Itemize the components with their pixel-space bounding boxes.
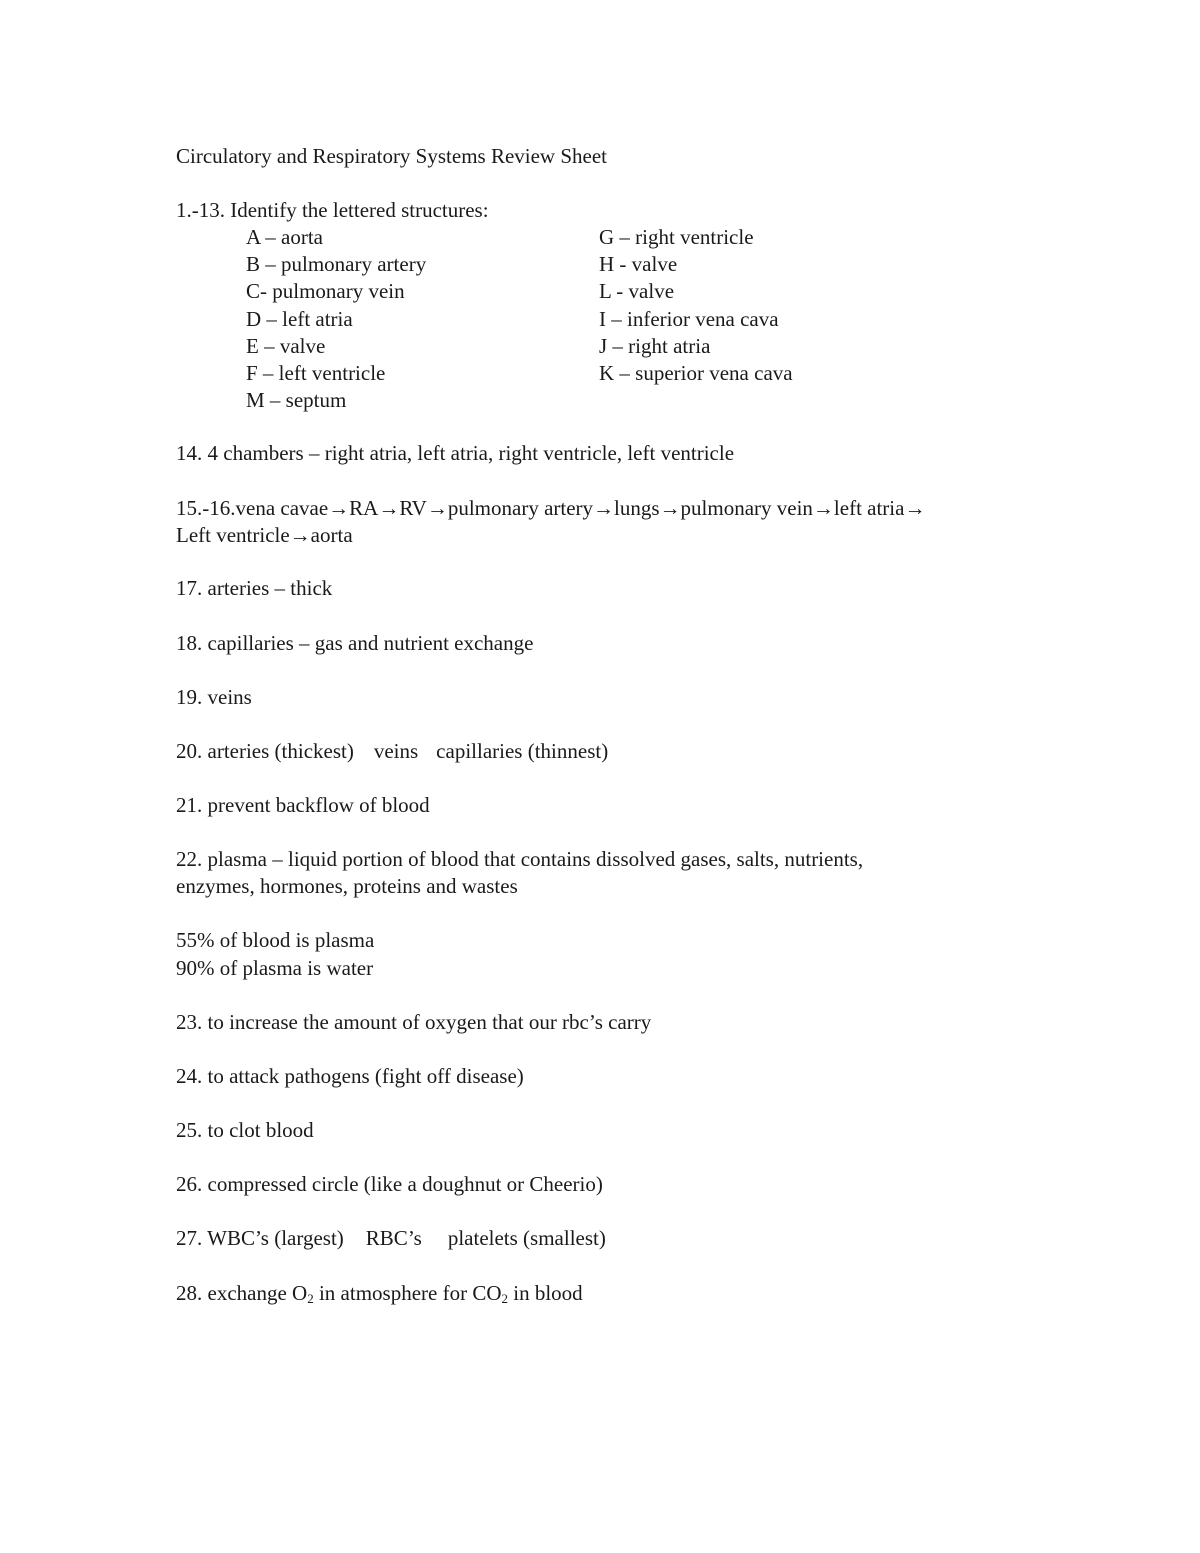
answer-17: 17. arteries – thick bbox=[176, 576, 333, 600]
structure-item: E – valve bbox=[246, 334, 326, 358]
answer-24: 24. to attack pathogens (fight off disease) bbox=[176, 1064, 524, 1088]
answer-26: 26. compressed circle (like a doughnut or Cheerio) bbox=[176, 1172, 603, 1196]
structure-item: F – left ventricle bbox=[246, 361, 386, 385]
answer-15-16-line-2: Left ventricle→aorta bbox=[176, 523, 353, 547]
answer-20-part-c: capillaries (thinnest) bbox=[436, 739, 609, 763]
structure-item: B – pulmonary artery bbox=[246, 252, 427, 276]
answer-27-part-a: 27. WBC’s (largest) bbox=[176, 1226, 344, 1250]
answer-18: 18. capillaries – gas and nutrient exchange bbox=[176, 631, 534, 655]
answer-15-16-line-1: 15.-16.vena cavae→RA→RV→pulmonary artery→lungs→pulmonary vein→left atria→ bbox=[176, 496, 926, 520]
structure-item: I – inferior vena cava bbox=[599, 307, 779, 331]
answer-28-pre: 28. exchange O bbox=[176, 1281, 308, 1305]
structure-item: A – aorta bbox=[246, 225, 323, 249]
answer-28-subscript-2: 2 bbox=[501, 1291, 508, 1306]
structure-item: J – right atria bbox=[599, 334, 711, 358]
structure-item: K – superior vena cava bbox=[599, 361, 793, 385]
answer-23: 23. to increase the amount of oxygen that our rbc’s carry bbox=[176, 1010, 652, 1034]
answer-27-part-c: platelets (smallest) bbox=[447, 1226, 606, 1250]
answer-27-part-b: RBC’s bbox=[365, 1226, 422, 1250]
page-title: Circulatory and Respiratory Systems Review Sheet bbox=[176, 144, 608, 168]
answer-27 bbox=[176, 1225, 606, 1252]
structure-item: C- pulmonary vein bbox=[246, 279, 405, 303]
answer-28-post: in blood bbox=[508, 1281, 583, 1305]
answer-25: 25. to clot blood bbox=[176, 1118, 314, 1142]
question-1-13-prompt: 1.-13. Identify the lettered structures: bbox=[176, 198, 489, 222]
answer-20 bbox=[176, 738, 608, 765]
answer-28-mid: in atmosphere for CO bbox=[313, 1281, 502, 1305]
answer-21: 21. prevent backflow of blood bbox=[176, 793, 430, 817]
answer-22-line-1: 22. plasma – liquid portion of blood that contains dissolved gases, salts, nutrients, bbox=[176, 847, 864, 871]
answer-20-part-b: veins bbox=[373, 739, 419, 763]
plasma-fact-2: 90% of plasma is water bbox=[176, 956, 374, 980]
answer-28-subscript-1: 2 bbox=[307, 1291, 314, 1306]
structure-item: H - valve bbox=[599, 252, 678, 276]
answer-19: 19. veins bbox=[176, 685, 252, 709]
answer-20-part-a: 20. arteries (thickest) bbox=[176, 739, 354, 763]
structure-item: L - valve bbox=[599, 279, 675, 303]
structure-item: G – right ventricle bbox=[599, 225, 754, 249]
structure-item: D – left atria bbox=[246, 307, 353, 331]
answer-22-line-2: enzymes, hormones, proteins and wastes bbox=[176, 874, 518, 898]
answer-28 bbox=[176, 1280, 583, 1307]
plasma-fact-1: 55% of blood is plasma bbox=[176, 928, 375, 952]
answer-14: 14. 4 chambers – right atria, left atria, right ventricle, left ventricle bbox=[176, 441, 735, 465]
structure-item: M – septum bbox=[246, 388, 347, 412]
